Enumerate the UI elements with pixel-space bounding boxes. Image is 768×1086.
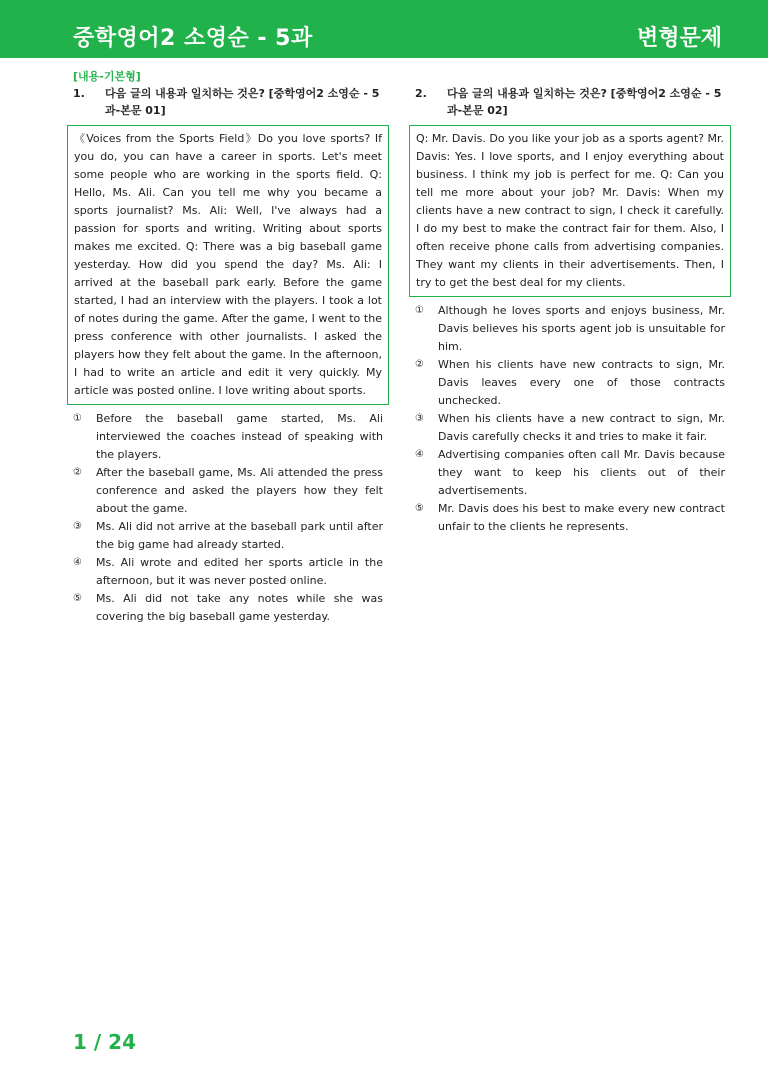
choice-item[interactable] <box>415 446 731 500</box>
choice-text: After the baseball game, Ms. Ali attended the press conference and asked the players how they felt about the game. <box>96 466 383 515</box>
choice-text: Although he loves sports and enjoys business, Mr. Davis believes his sports agent job is unsuitable for him. <box>438 304 725 353</box>
choice-text: Mr. Davis does his best to make every new contract unfair to the clients he represents. <box>438 502 725 533</box>
choice-number: ⑤ <box>73 593 82 604</box>
page-header <box>0 0 768 58</box>
document-type-label: 변형문제 <box>636 26 722 51</box>
choice-item[interactable] <box>73 590 389 626</box>
question-text: 다음 글의 내용과 일치하는 것은? [중학영어2 소영순 - 5과-본문 02] <box>447 87 722 117</box>
question-1 <box>67 85 389 626</box>
question-2 <box>409 85 731 536</box>
document-title: 중학영어2 소영순 - 5과 <box>73 26 313 51</box>
question-prompt <box>415 85 731 119</box>
choice-item[interactable] <box>73 410 389 464</box>
choice-number: ② <box>415 359 424 370</box>
section-label: [내용-기본형] <box>73 70 141 83</box>
choice-text: Ms. Ali did not arrive at the baseball park until after the big game had already started. <box>96 520 383 551</box>
choice-text: Ms. Ali wrote and edited her sports article in the afternoon, but it was never posted online. <box>96 556 383 587</box>
question-prompt <box>73 85 389 119</box>
question-number: 2. <box>415 87 427 100</box>
choice-item[interactable] <box>73 518 389 554</box>
choice-item[interactable] <box>73 554 389 590</box>
choice-text: When his clients have new contracts to sign, Mr. Davis leaves every one of those contracts unchecked. <box>438 358 725 407</box>
choice-item[interactable] <box>415 410 731 446</box>
choice-text: When his clients have a new contract to sign, Mr. Davis carefully checks it and tries to make it fair. <box>438 412 725 443</box>
choice-list <box>67 410 389 626</box>
passage-box: 《Voices from the Sports Field》Do you love sports? If you do, you can have a career in sports. Let's meet some people who are working in the sports field. Q: Hello, Ms. Ali. Can you tell me why you became a sports journalist? Ms. Ali: Well, I've always had a passion for sports and writing. Writing about sports makes me excited. Q: There was a big baseball game yesterday. How did you spend the day? Ms. Ali: I arrived at the baseball park early. Before the game started, I had an interview with the players. I took a lot of notes during the game. After the game, I went to the press conference with other journalists. I asked the players how they felt about the game. In the afternoon, I had to write an article and edit it very quickly. My article was posted online. I love writing about sports. <box>67 125 389 405</box>
choice-number: ① <box>73 413 82 424</box>
choice-item[interactable] <box>415 302 731 356</box>
choice-item[interactable] <box>73 464 389 518</box>
choice-number: ③ <box>415 413 424 424</box>
page-number: 1 / 24 <box>73 1030 136 1054</box>
choice-number: ④ <box>73 557 82 568</box>
question-number: 1. <box>73 87 85 100</box>
choice-number: ② <box>73 467 82 478</box>
choice-number: ⑤ <box>415 503 424 514</box>
choice-number: ① <box>415 305 424 316</box>
passage-box: Q: Mr. Davis. Do you like your job as a sports agent? Mr. Davis: Yes. I love sports, and I enjoy everything about business. I think my job is perfect for me. Q: Can you tell me more about your job? Mr. Davis: When my clients have a new contract to sign, I check it carefully. I do my best to make the contract fair for them. Also, I often receive phone calls from advertising companies. They want my clients in their advertisements. Then, I try to get the best deal for my clients. <box>409 125 731 297</box>
choice-text: Before the baseball game started, Ms. Ali interviewed the coaches instead of speaking with the players. <box>96 412 383 461</box>
choice-text: Advertising companies often call Mr. Davis because they want to keep his clients out of their advertisements. <box>438 448 725 497</box>
choice-number: ④ <box>415 449 424 460</box>
choice-item[interactable] <box>415 500 731 536</box>
choice-item[interactable] <box>415 356 731 410</box>
question-text: 다음 글의 내용과 일치하는 것은? [중학영어2 소영순 - 5과-본문 01] <box>105 87 380 117</box>
choice-number: ③ <box>73 521 82 532</box>
choice-text: Ms. Ali did not take any notes while she was covering the big baseball game yesterday. <box>96 592 383 623</box>
choice-list <box>409 302 731 536</box>
